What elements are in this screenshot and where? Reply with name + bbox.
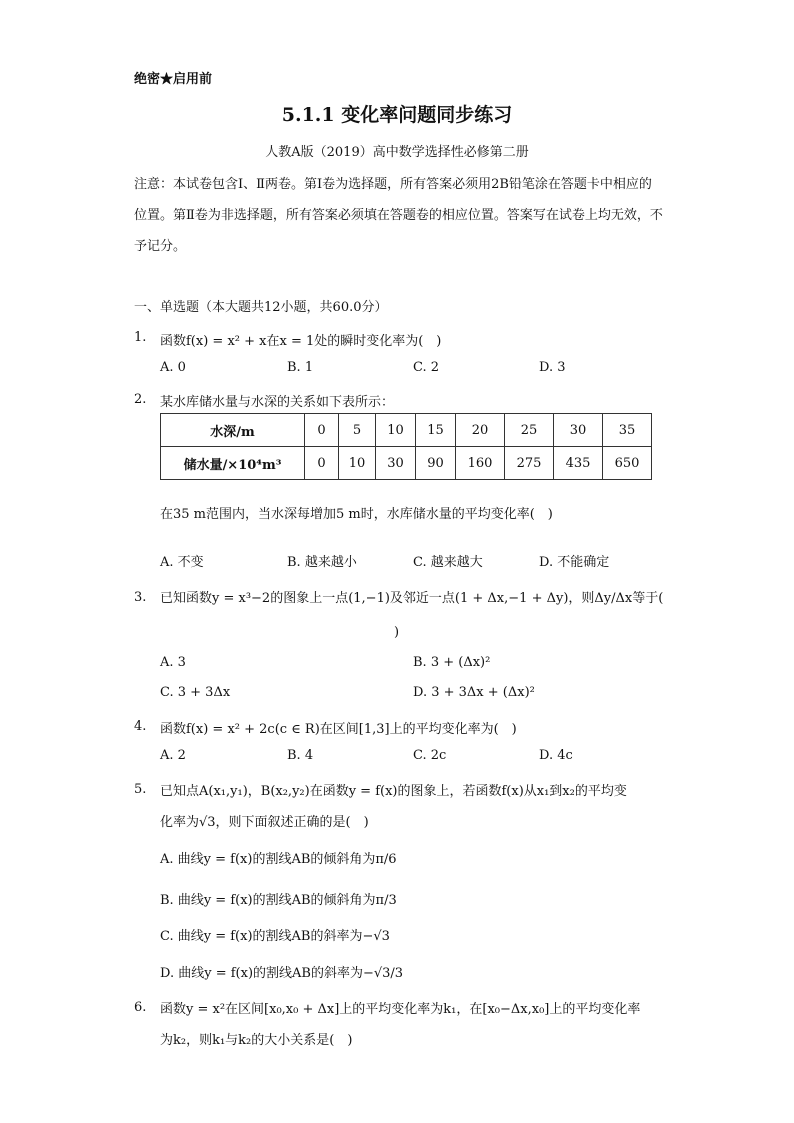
table-cell: 30: [554, 414, 603, 447]
question-number: 5.: [134, 782, 147, 797]
table-cell: 10: [339, 447, 376, 480]
option-c: C. 2: [413, 360, 440, 375]
option-c: C. 3 + 3Δx: [160, 685, 231, 700]
table-cell: 0: [305, 447, 339, 480]
option-c: C. 越来越大: [413, 555, 483, 570]
table-header-volume: 储水量/×10⁴m³: [161, 447, 305, 480]
question-text-continued: ): [394, 625, 400, 640]
table-cell: 20: [456, 414, 505, 447]
table-row: [161, 414, 652, 447]
table-cell: 275: [505, 447, 554, 480]
question-number: 4.: [134, 719, 147, 734]
option-a: A. 曲线y = f(x)的割线AB的倾斜角为π/6: [160, 852, 397, 867]
table-cell: 25: [505, 414, 554, 447]
table-cell: 0: [305, 414, 339, 447]
question-text: 已知点A(x₁,y₁)，B(x₂,y₂)在函数y = f(x)的图象上，若函数f(x)从x₁到x₂的平均变: [160, 784, 627, 799]
table-cell: 35: [603, 414, 652, 447]
question-text: 函数f(x) = x² + 2c(c ∈ R)在区间[1,3]上的平均变化率为( ): [160, 722, 517, 737]
table-cell: 15: [416, 414, 456, 447]
confidential-label: 绝密★启用前: [134, 72, 213, 87]
table-cell: 435: [554, 447, 603, 480]
question-text: 已知函数y = x³−2的图象上一点(1,−1)及邻近一点(1 + Δx,−1 + Δy)，则Δy/Δx等于(: [160, 591, 664, 606]
question-text-continued: 为k₂，则k₁与k₂的大小关系是( ): [160, 1033, 353, 1048]
page-subtitle: 人教A版（2019）高中数学选择性必修第二册: [265, 145, 529, 160]
table-cell: 90: [416, 447, 456, 480]
option-b: B. 1: [287, 360, 314, 375]
option-b: B. 4: [287, 748, 314, 763]
table-cell: 30: [376, 447, 416, 480]
option-a: A. 2: [160, 748, 186, 763]
option-d: D. 3 + 3Δx + (Δx)²: [413, 685, 535, 700]
option-b: B. 3 + (Δx)²: [413, 655, 491, 670]
option-d: D. 3: [539, 360, 566, 375]
question-number: 3.: [134, 590, 147, 605]
option-d: D. 4c: [539, 748, 573, 763]
table-cell: 650: [603, 447, 652, 480]
question-text: 函数y = x²在区间[x₀,x₀ + Δx]上的平均变化率为k₁，在[x₀−Δx,x₀]上的平均变化率: [160, 1002, 641, 1017]
page-title: 5.1.1 变化率问题同步练习: [281, 104, 513, 126]
option-a: A. 3: [160, 655, 186, 670]
section-title: 一、单选题（本大题共12小题，共60.0分）: [134, 300, 388, 315]
question-number: 6.: [134, 1000, 147, 1015]
option-d: D. 曲线y = f(x)的割线AB的斜率为−√3/3: [160, 966, 404, 981]
option-b: B. 越来越小: [287, 555, 357, 570]
table-cell: 160: [456, 447, 505, 480]
table-row: [161, 447, 652, 480]
water-table: [160, 413, 652, 480]
option-a: A. 0: [160, 360, 186, 375]
question-number: 1.: [134, 330, 147, 345]
question-text-continued: 在35 m范围内，当水深每增加5 m时，水库储水量的平均变化率( ): [160, 507, 553, 522]
exam-notice: 注意：本试卷包含Ⅰ、Ⅱ两卷。第Ⅰ卷为选择题，所有答案必须用2B铅笔涂在答题卡中相应的位置。第Ⅱ卷为非选择题，所有答案必须填在答题卷的相应位置。答案写在试卷上均无效，不予记分。: [134, 177, 663, 254]
table-cell: 10: [376, 414, 416, 447]
question-text: 某水库储水量与水深的关系如下表所示：: [160, 395, 395, 410]
question-text-continued: 化率为√3，则下面叙述正确的是( ): [160, 815, 369, 830]
option-c: C. 曲线y = f(x)的割线AB的斜率为−√3: [160, 929, 390, 944]
table-header-depth: 水深/m: [161, 414, 305, 447]
question-number: 2.: [134, 392, 147, 407]
option-c: C. 2c: [413, 748, 447, 763]
option-b: B. 曲线y = f(x)的割线AB的倾斜角为π/3: [160, 893, 397, 908]
table-cell: 5: [339, 414, 376, 447]
option-d: D. 不能确定: [539, 555, 610, 570]
option-a: A. 不变: [160, 555, 204, 570]
question-text: 函数f(x) = x² + x在x = 1处的瞬时变化率为( ): [160, 334, 442, 349]
